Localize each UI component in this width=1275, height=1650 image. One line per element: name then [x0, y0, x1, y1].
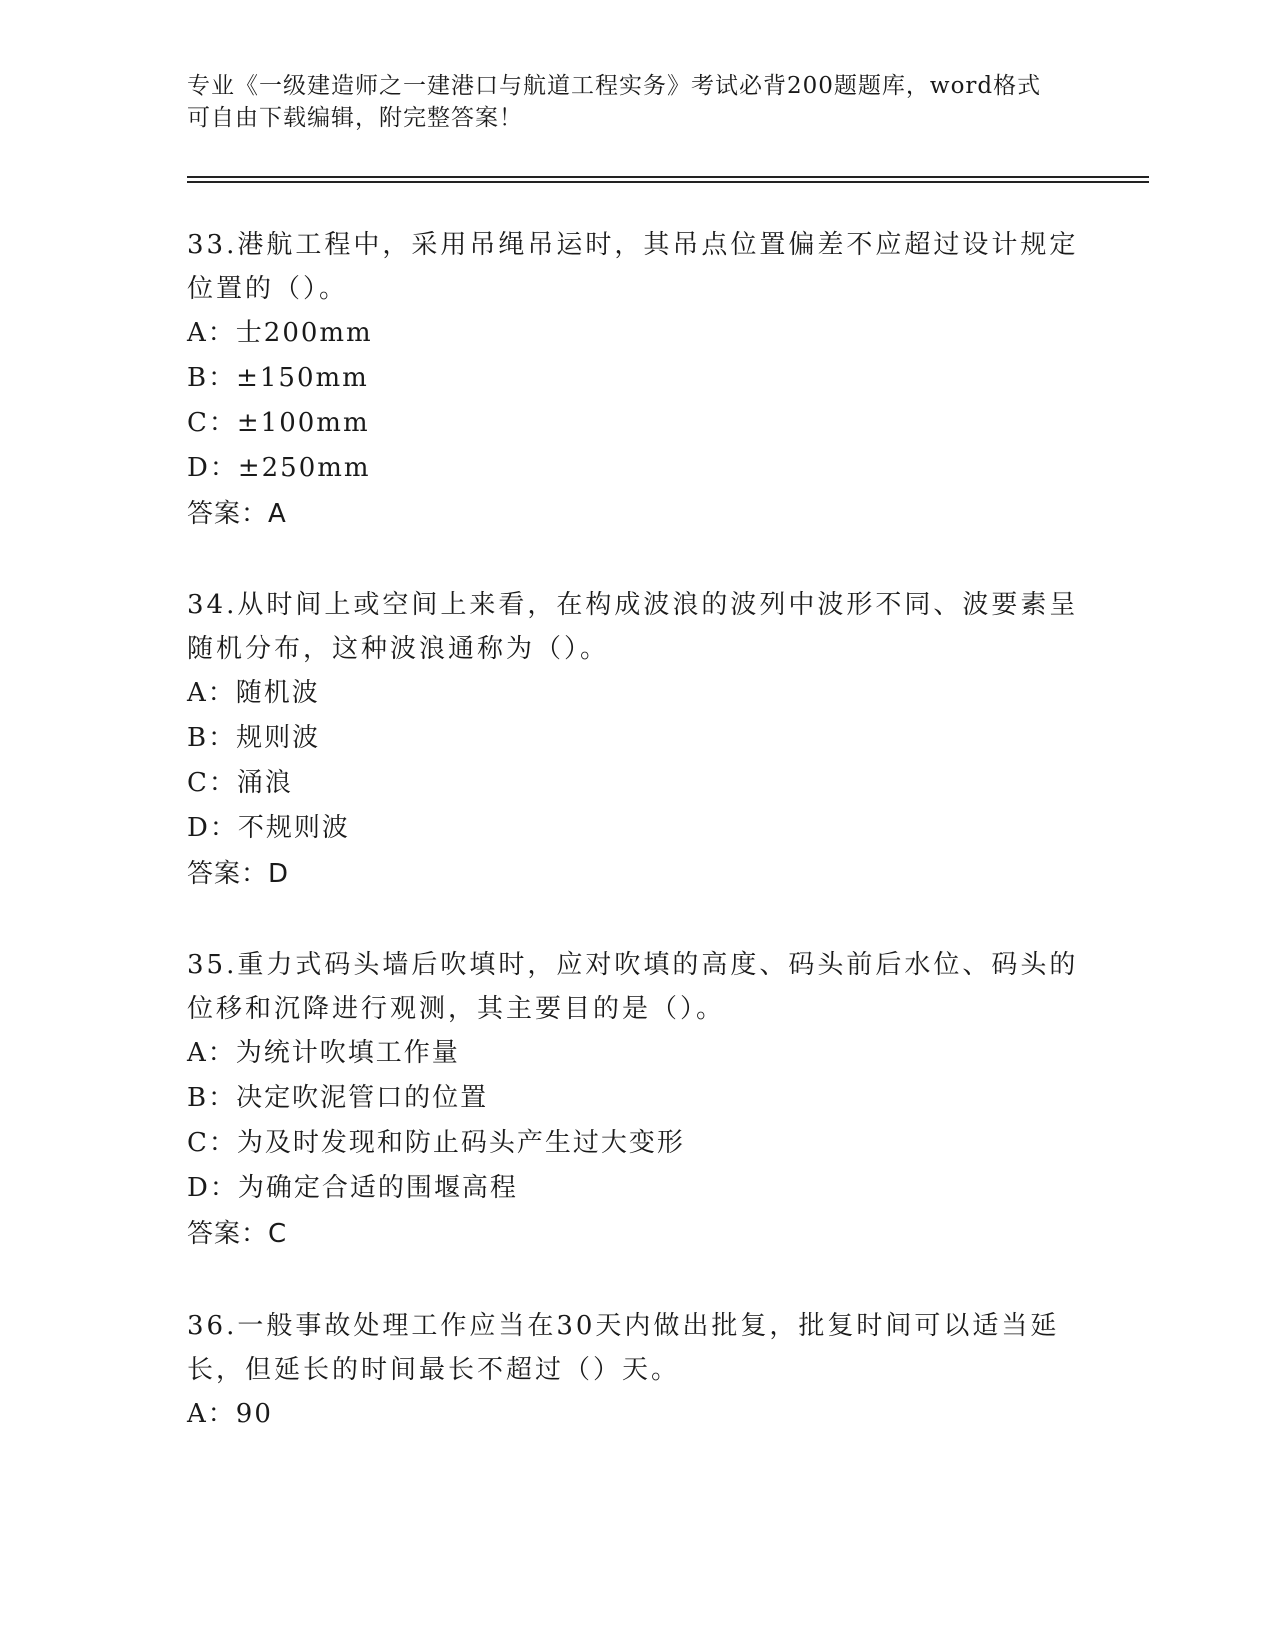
question-stem	[187, 943, 1087, 1031]
question-stem	[187, 223, 1087, 311]
question-33	[187, 223, 1087, 537]
question-stem-line-2: 位置的（）。	[187, 274, 349, 304]
question-stem-line-1: 33.港航工程中，采用吊绳吊运时，其吊点位置偏差不应超过设计规定	[187, 230, 1079, 260]
option-d: D：±250mm	[187, 453, 371, 483]
question-stem-line-2: 随机分布，这种波浪通称为（）。	[187, 634, 610, 664]
option-b: B：决定吹泥管口的位置	[187, 1083, 489, 1113]
question-34	[187, 583, 1087, 897]
document-header	[187, 70, 1067, 134]
option-d: D：不规则波	[187, 813, 350, 843]
option-a: A：90	[187, 1399, 273, 1429]
option-d: D：为确定合适的围堰高程	[187, 1173, 518, 1203]
answer: 答案：D	[187, 859, 290, 889]
question-stem-line-2: 长，但延长的时间最长不超过（）天。	[187, 1355, 681, 1385]
question-stem-line-1: 35.重力式码头墙后吹填时，应对吹填的高度、码头前后水位、码头的	[187, 950, 1079, 980]
answer: 答案：A	[187, 499, 287, 529]
option-a: A：为统计吹填工作量	[187, 1038, 460, 1068]
header-line-2: 可自由下载编辑，附完整答案！	[187, 105, 523, 131]
option-c: C：涌浪	[187, 768, 293, 798]
option-c: C：为及时发现和防止码头产生过大变形	[187, 1128, 685, 1158]
header-divider-bottom	[187, 181, 1149, 183]
header-line-1: 专业《一级建造师之一建港口与航道工程实务》考试必背200题题库，word格式	[187, 73, 1042, 99]
question-36	[187, 1304, 1087, 1437]
header-divider-top	[187, 176, 1149, 178]
question-stem-line-1: 34.从时间上或空间上来看，在构成波浪的波列中波形不同、波要素呈	[187, 590, 1079, 620]
option-a: A：随机波	[187, 678, 320, 708]
question-stem-line-1: 36.一般事故处理工作应当在30天内做出批复，批复时间可以适当延	[187, 1311, 1060, 1341]
question-35	[187, 943, 1087, 1257]
option-c: C：±100mm	[187, 408, 370, 438]
option-b: B：规则波	[187, 723, 321, 753]
option-a: A：士200mm	[187, 318, 373, 348]
question-stem	[187, 1304, 1087, 1392]
answer: 答案：C	[187, 1219, 288, 1249]
question-stem-line-2: 位移和沉降进行观测，其主要目的是（）。	[187, 994, 726, 1024]
question-stem	[187, 583, 1087, 671]
option-b: B：±150mm	[187, 363, 369, 393]
